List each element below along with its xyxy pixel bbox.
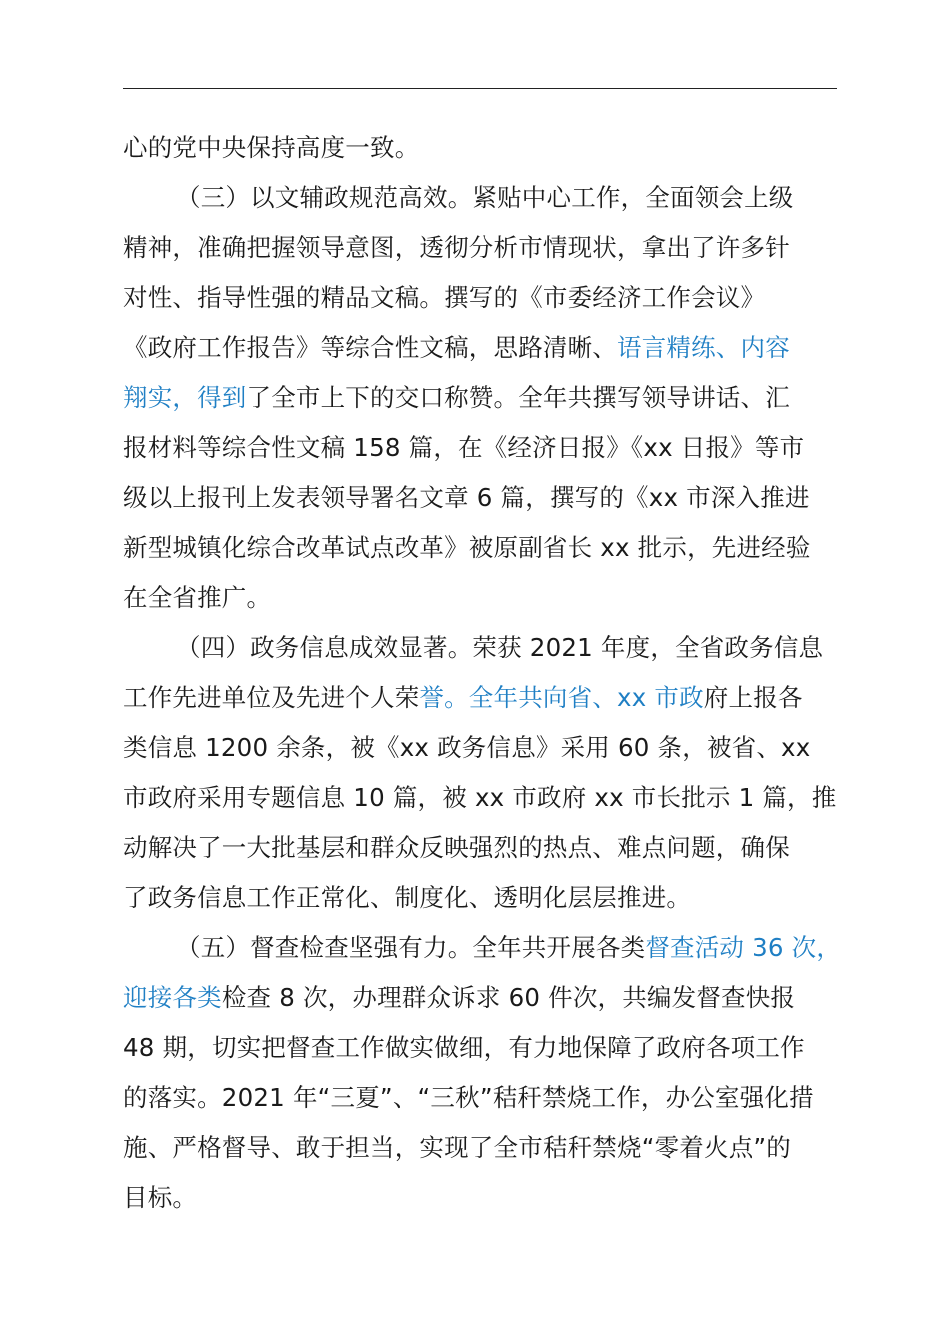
text-line	[123, 673, 883, 723]
text-line	[123, 123, 883, 173]
text-segment: 府上报各	[703, 683, 803, 712]
text-segment: 工作先进单位及先进个人荣	[123, 683, 420, 712]
text-line	[123, 923, 883, 973]
text-segment: （四）政务信息成效显著。荣获 2021 年度，全省政务信息	[176, 633, 824, 662]
text-segment: 动解决了一大批基层和群众反映强烈的热点、难点问题，确保	[123, 833, 790, 862]
text-segment: 类信息 1200 余条，被《xx 政务信息》采用 60 条，被省、xx	[123, 733, 811, 762]
text-line	[123, 773, 883, 823]
text-segment: 目标。	[123, 1183, 198, 1212]
text-line	[123, 973, 883, 1023]
text-segment: 施、严格督导、敢于担当，实现了全市秸秆禁烧“零着火点”的	[123, 1133, 791, 1162]
highlighted-text: 督查活动 36 次，	[645, 933, 842, 962]
text-line	[123, 823, 883, 873]
text-segment: 报材料等综合性文稿 158 篇，在《经济日报》《xx 日报》等市	[123, 433, 805, 462]
text-line	[123, 873, 883, 923]
text-line	[123, 173, 883, 223]
text-segment: （三）以文辅政规范高效。紧贴中心工作，全面领会上级	[176, 183, 794, 212]
text-line	[123, 273, 883, 323]
header-rule	[123, 88, 837, 89]
text-line	[123, 373, 883, 423]
text-segment: 在全省推广。	[123, 583, 272, 612]
text-line	[123, 573, 883, 623]
text-line	[123, 723, 883, 773]
text-segment: 48 期，切实把督查工作做实做细，有力地保障了政府各项工作	[123, 1033, 805, 1062]
text-segment: 市政府采用专题信息 10 篇，被 xx 市政府 xx 市长批示 1 篇，推	[123, 783, 837, 812]
text-segment: 精神，准确把握领导意图，透彻分析市情现状，拿出了许多针	[123, 233, 790, 262]
text-line	[123, 1023, 883, 1073]
text-line	[123, 223, 883, 273]
text-segment: 检查 8 次，办理群众诉求 60 件次，共编发督查快报	[221, 983, 796, 1012]
text-line	[123, 1173, 883, 1223]
document-body	[123, 123, 883, 1223]
text-segment: 《政府工作报告》等综合性文稿，思路清晰、	[123, 333, 617, 362]
text-segment: 新型城镇化综合改革试点改革》被原副省长 xx 批示，先进经验	[123, 533, 811, 562]
text-line	[123, 1123, 883, 1173]
text-segment: 对性、指导性强的精品文稿。撰写的《市委经济工作会议》	[123, 283, 766, 312]
text-line	[123, 623, 883, 673]
highlighted-text: 翔实，得到	[123, 383, 247, 412]
highlighted-text: 语言精练、内容	[617, 333, 790, 362]
text-segment: 了全市上下的交口称赞。全年共撰写领导讲话、汇	[246, 383, 790, 412]
highlighted-text: 迎接各类	[123, 983, 222, 1012]
text-segment: 了政务信息工作正常化、制度化、透明化层层推进。	[123, 883, 692, 912]
text-line	[123, 1073, 883, 1123]
text-segment: （五）督查检查坚强有力。全年共开展各类	[176, 933, 646, 962]
text-segment: 的落实。2021 年“三夏”、“三秋”秸秆禁烧工作，办公室强化措	[123, 1083, 814, 1112]
text-line	[123, 323, 883, 373]
text-line	[123, 423, 883, 473]
text-segment: 心的党中央保持高度一致。	[123, 133, 420, 162]
text-line	[123, 523, 883, 573]
text-line	[123, 473, 883, 523]
highlighted-text: 誉。全年共向省、xx 市政	[419, 683, 704, 712]
text-segment: 级以上报刊上发表领导署名文章 6 篇，撰写的《xx 市深入推进	[123, 483, 810, 512]
